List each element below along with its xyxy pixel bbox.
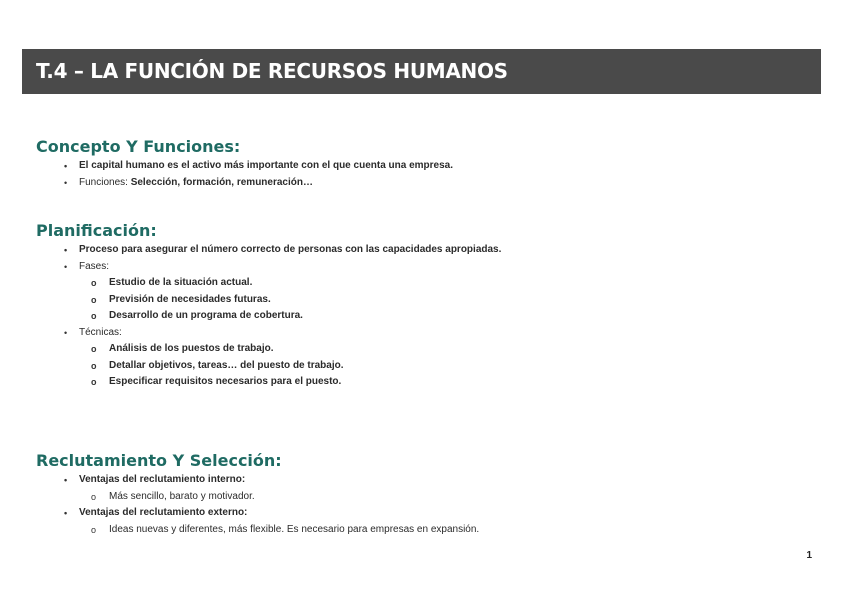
sub-list-item-text: Estudio de la situación actual. — [109, 277, 253, 288]
circle-bullet-icon: o — [91, 344, 97, 354]
list-item-text: Proceso para asegurar el número correcto de personas con las capacidades apropiadas. — [79, 244, 502, 255]
circle-bullet-icon: o — [91, 360, 97, 371]
list-item-text: Ventajas del reclutamiento externo: — [79, 507, 248, 518]
bullet-icon: • — [64, 475, 68, 485]
sub-list-item — [36, 522, 816, 539]
circle-bullet-icon: o — [91, 491, 97, 502]
circle-bullet-icon: o — [91, 377, 97, 387]
circle-bullet-icon: o — [91, 524, 97, 535]
list-item — [36, 242, 816, 259]
sub-list-item-text: Análisis de los puestos de trabajo. — [109, 343, 274, 354]
list-item — [36, 325, 816, 342]
bullet-icon: • — [64, 161, 68, 171]
list-item-prefix: Funciones: — [79, 176, 131, 188]
bullet-icon: • — [64, 261, 68, 272]
sub-list-item-text: Especificar requisitos necesarios para el puesto. — [109, 376, 342, 387]
list-item-text: Técnicas: — [79, 326, 122, 338]
section-heading: Concepto Y Funciones: — [36, 137, 241, 156]
sub-list-item-text: Detallar objetivos, tareas… del puesto de trabajo. — [109, 359, 344, 371]
list-item — [36, 259, 816, 276]
circle-bullet-icon: o — [91, 278, 97, 288]
sub-list-item — [36, 292, 816, 309]
page-title: T.4 – LA FUNCIÓN DE RECURSOS HUMANOS — [36, 59, 508, 83]
list-item-text: Ventajas del reclutamiento interno: — [79, 474, 246, 485]
list-item-text: El capital humano es el activo más importante con el que cuenta una empresa. — [79, 160, 454, 171]
sub-list-item-text: Más sencillo, barato y motivador. — [109, 490, 255, 502]
sub-list-item — [36, 374, 816, 391]
circle-bullet-icon: o — [91, 311, 97, 321]
section-planificacion — [36, 220, 816, 391]
sub-list-item — [36, 308, 816, 325]
bullet-icon: • — [64, 177, 68, 188]
page-number: 1 — [806, 550, 812, 561]
list-item — [36, 472, 816, 489]
sub-list-item-text: Desarrollo de un programa de cobertura. — [109, 310, 303, 321]
list-item — [36, 175, 816, 192]
sub-list-item — [36, 275, 816, 292]
sub-list-item-text: Ideas nuevas y diferentes, más flexible. Es necesario para empresas en expansión. — [109, 523, 480, 535]
bullet-icon: • — [64, 245, 68, 255]
section-concepto — [36, 136, 816, 191]
list-item — [36, 158, 816, 175]
list-item-text: Fases: — [79, 260, 110, 272]
sub-list-item — [36, 341, 816, 358]
list-item-text: Selección, formación, remuneración… — [130, 176, 313, 188]
circle-bullet-icon: o — [91, 294, 97, 305]
title-bar — [22, 49, 821, 94]
sub-list-item — [36, 489, 816, 506]
sub-list-item — [36, 358, 816, 375]
bullet-icon: • — [64, 327, 68, 338]
section-heading: Planificación: — [36, 221, 157, 240]
bullet-icon: • — [64, 508, 68, 518]
sub-list-item-text: Previsión de necesidades futuras. — [109, 293, 271, 305]
section-heading: Reclutamiento Y Selección: — [36, 451, 282, 470]
section-reclutamiento — [36, 450, 816, 538]
list-item — [36, 505, 816, 522]
